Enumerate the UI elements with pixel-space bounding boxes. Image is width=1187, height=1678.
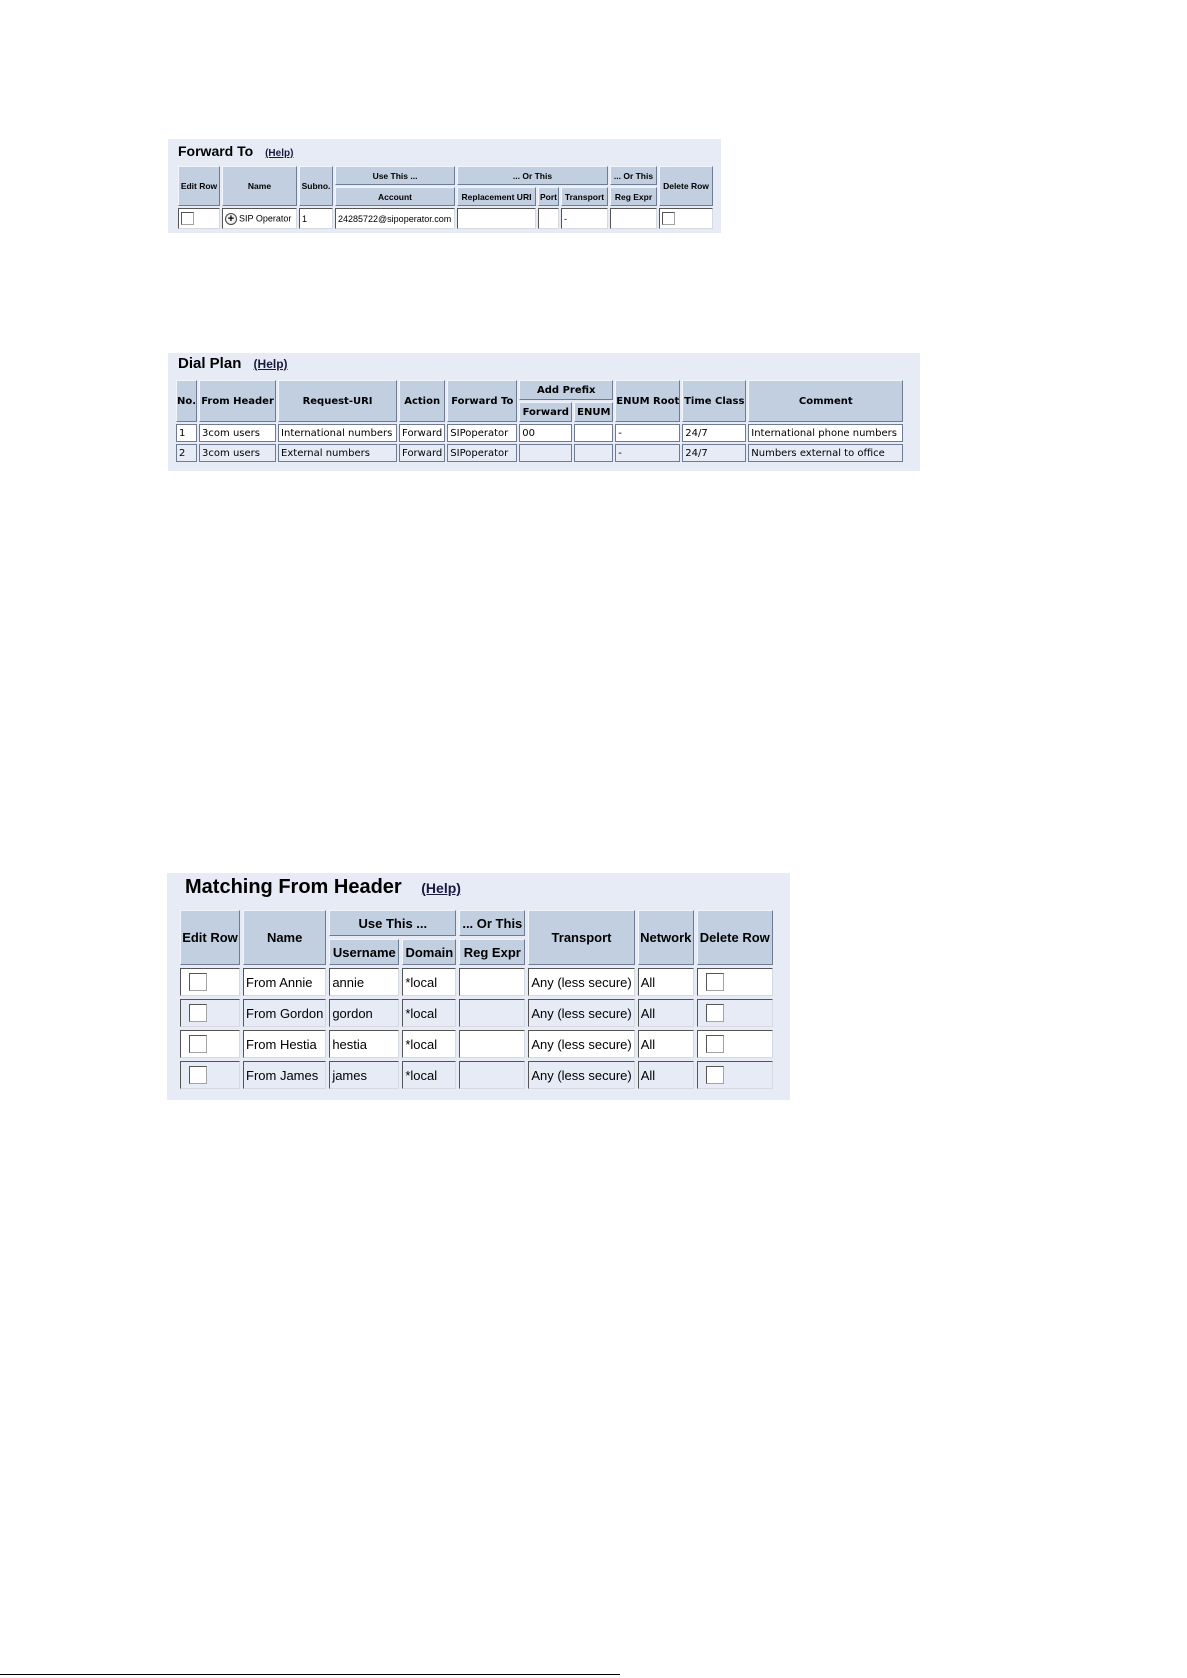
col-network: Network bbox=[638, 910, 694, 965]
prefix-enum-cell[interactable] bbox=[574, 444, 613, 462]
edit-row-cell bbox=[178, 208, 220, 229]
col-prefix-forward: Forward bbox=[519, 402, 572, 422]
domain-cell[interactable]: *local bbox=[402, 1030, 456, 1058]
subno-cell[interactable]: 1 bbox=[299, 208, 333, 229]
enum-root-cell[interactable]: - bbox=[615, 424, 680, 442]
forward-to-cell[interactable]: SIPoperator bbox=[447, 424, 517, 442]
delete-row-cell bbox=[697, 1030, 773, 1058]
domain-cell[interactable]: *local bbox=[402, 999, 456, 1027]
transport-cell[interactable]: Any (less secure) bbox=[528, 968, 634, 996]
dial-plan-help-link[interactable]: (Help) bbox=[253, 357, 288, 371]
no-cell[interactable]: 2 bbox=[176, 444, 197, 462]
col-edit-row: Edit Row bbox=[180, 910, 240, 965]
delete-row-cell bbox=[697, 999, 773, 1027]
name-cell[interactable]: From Annie bbox=[243, 968, 326, 996]
network-cell[interactable]: All bbox=[638, 968, 694, 996]
action-cell[interactable]: Forward bbox=[399, 424, 445, 442]
username-cell[interactable]: gordon bbox=[329, 999, 399, 1027]
account-cell[interactable]: 24285722@sipoperator.com bbox=[335, 208, 455, 229]
delete-row-cell bbox=[659, 208, 713, 229]
prefix-forward-cell[interactable]: 00 bbox=[519, 424, 572, 442]
col-comment: Comment bbox=[748, 380, 903, 422]
matching-from-header-title bbox=[185, 876, 461, 899]
edit-row-checkbox[interactable] bbox=[189, 1035, 207, 1053]
col-group-or-this-2: ... Or This bbox=[610, 166, 657, 185]
prefix-forward-cell[interactable] bbox=[519, 444, 572, 462]
transport-cell[interactable]: - bbox=[561, 208, 608, 229]
footer-divider bbox=[0, 1674, 620, 1675]
edit-row-cell bbox=[180, 1061, 240, 1089]
col-group-add-prefix: Add Prefix bbox=[519, 380, 613, 400]
from-header-cell[interactable]: 3com users bbox=[199, 444, 276, 462]
no-cell[interactable]: 1 bbox=[176, 424, 197, 442]
replacement-uri-cell[interactable] bbox=[457, 208, 536, 229]
col-username: Username bbox=[329, 939, 399, 965]
port-cell[interactable] bbox=[538, 208, 559, 229]
prefix-enum-cell[interactable] bbox=[574, 424, 613, 442]
edit-row-checkbox[interactable] bbox=[189, 1066, 207, 1084]
name-value: SIP Operator bbox=[239, 212, 292, 223]
col-delete-row: Delete Row bbox=[659, 166, 713, 206]
username-cell[interactable]: james bbox=[329, 1061, 399, 1089]
col-request-uri: Request-URI bbox=[278, 380, 397, 422]
delete-row-cell bbox=[697, 968, 773, 996]
delete-row-checkbox[interactable] bbox=[706, 1035, 724, 1053]
table-row bbox=[180, 1061, 773, 1089]
col-no: No. bbox=[176, 380, 197, 422]
enum-root-cell[interactable]: - bbox=[615, 444, 680, 462]
col-replacement-uri: Replacement URI bbox=[457, 187, 536, 206]
table-row bbox=[180, 999, 773, 1027]
network-cell[interactable]: All bbox=[638, 999, 694, 1027]
table-row bbox=[176, 424, 903, 442]
table-row bbox=[180, 968, 773, 996]
col-group-use-this: Use This ... bbox=[335, 166, 455, 185]
name-cell[interactable]: From Hestia bbox=[243, 1030, 326, 1058]
col-from-header: From Header bbox=[199, 380, 276, 422]
transport-cell[interactable]: Any (less secure) bbox=[528, 999, 634, 1027]
col-name: Name bbox=[243, 910, 326, 965]
col-edit-row: Edit Row bbox=[178, 166, 220, 206]
name-cell[interactable]: From James bbox=[243, 1061, 326, 1089]
delete-row-checkbox[interactable] bbox=[706, 1066, 724, 1084]
delete-row-checkbox[interactable] bbox=[662, 212, 675, 225]
domain-cell[interactable]: *local bbox=[402, 968, 456, 996]
matching-from-header-table bbox=[177, 907, 776, 1092]
forward-to-panel bbox=[168, 139, 721, 233]
matching-from-header-help-link[interactable]: (Help) bbox=[421, 880, 461, 896]
reg-expr-cell[interactable] bbox=[610, 208, 657, 229]
matching-from-header-panel bbox=[167, 873, 790, 1100]
action-cell[interactable]: Forward bbox=[399, 444, 445, 462]
col-account: Account bbox=[335, 187, 455, 206]
edit-row-cell bbox=[180, 999, 240, 1027]
col-action: Action bbox=[399, 380, 445, 422]
col-domain: Domain bbox=[402, 939, 456, 965]
table-row bbox=[180, 1030, 773, 1058]
col-port: Port bbox=[538, 187, 559, 206]
transport-cell[interactable]: Any (less secure) bbox=[528, 1030, 634, 1058]
dial-plan-title-text: Dial Plan bbox=[178, 355, 242, 372]
edit-row-checkbox[interactable] bbox=[189, 973, 207, 991]
expand-plus-icon[interactable]: + bbox=[225, 213, 237, 225]
col-enum-root: ENUM Root bbox=[615, 380, 680, 422]
forward-to-help-link[interactable]: (Help) bbox=[265, 148, 294, 159]
col-delete-row: Delete Row bbox=[697, 910, 773, 965]
comment-cell[interactable]: International phone numbers bbox=[748, 424, 903, 442]
forward-to-cell[interactable]: SIPoperator bbox=[447, 444, 517, 462]
col-reg-expr: Reg Expr bbox=[459, 939, 525, 965]
dial-plan-table bbox=[174, 378, 905, 464]
network-cell[interactable]: All bbox=[638, 1061, 694, 1089]
reg-expr-cell[interactable] bbox=[459, 1061, 525, 1089]
network-cell[interactable]: All bbox=[638, 1030, 694, 1058]
col-transport: Transport bbox=[528, 910, 634, 965]
domain-cell[interactable]: *local bbox=[402, 1061, 456, 1089]
reg-expr-cell[interactable] bbox=[459, 999, 525, 1027]
reg-expr-cell[interactable] bbox=[459, 968, 525, 996]
col-group-use-this: Use This ... bbox=[329, 910, 456, 936]
dial-plan-title bbox=[178, 355, 288, 372]
matching-from-header-title-text: Matching From Header bbox=[185, 876, 402, 898]
time-class-cell[interactable]: 24/7 bbox=[682, 424, 746, 442]
edit-row-checkbox[interactable] bbox=[181, 212, 194, 225]
name-cell[interactable]: From Gordon bbox=[243, 999, 326, 1027]
delete-row-checkbox[interactable] bbox=[706, 973, 724, 991]
table-row bbox=[176, 444, 903, 462]
col-transport: Transport bbox=[561, 187, 608, 206]
name-cell bbox=[222, 208, 297, 229]
username-cell[interactable]: hestia bbox=[329, 1030, 399, 1058]
col-group-or-this: ... Or This bbox=[457, 166, 608, 185]
reg-expr-cell[interactable] bbox=[459, 1030, 525, 1058]
dial-plan-panel bbox=[168, 353, 920, 471]
forward-to-title-text: Forward To bbox=[178, 143, 254, 159]
edit-row-cell bbox=[180, 1030, 240, 1058]
request-uri-cell[interactable]: External numbers bbox=[278, 444, 397, 462]
col-reg-expr: Reg Expr bbox=[610, 187, 657, 206]
forward-to-title bbox=[178, 143, 293, 159]
col-name: Name bbox=[222, 166, 297, 206]
col-subno: Subno. bbox=[299, 166, 333, 206]
forward-to-table bbox=[176, 164, 715, 231]
delete-row-cell bbox=[697, 1061, 773, 1089]
edit-row-checkbox[interactable] bbox=[189, 1004, 207, 1022]
username-cell[interactable]: annie bbox=[329, 968, 399, 996]
table-row bbox=[178, 208, 713, 229]
edit-row-cell bbox=[180, 968, 240, 996]
col-group-or-this: ... Or This bbox=[459, 910, 525, 936]
col-forward-to: Forward To bbox=[447, 380, 517, 422]
time-class-cell[interactable]: 24/7 bbox=[682, 444, 746, 462]
col-prefix-enum: ENUM bbox=[574, 402, 613, 422]
from-header-cell[interactable]: 3com users bbox=[199, 424, 276, 442]
transport-cell[interactable]: Any (less secure) bbox=[528, 1061, 634, 1089]
col-time-class: Time Class bbox=[682, 380, 746, 422]
request-uri-cell[interactable]: International numbers bbox=[278, 424, 397, 442]
comment-cell[interactable]: Numbers external to office bbox=[748, 444, 903, 462]
delete-row-checkbox[interactable] bbox=[706, 1004, 724, 1022]
